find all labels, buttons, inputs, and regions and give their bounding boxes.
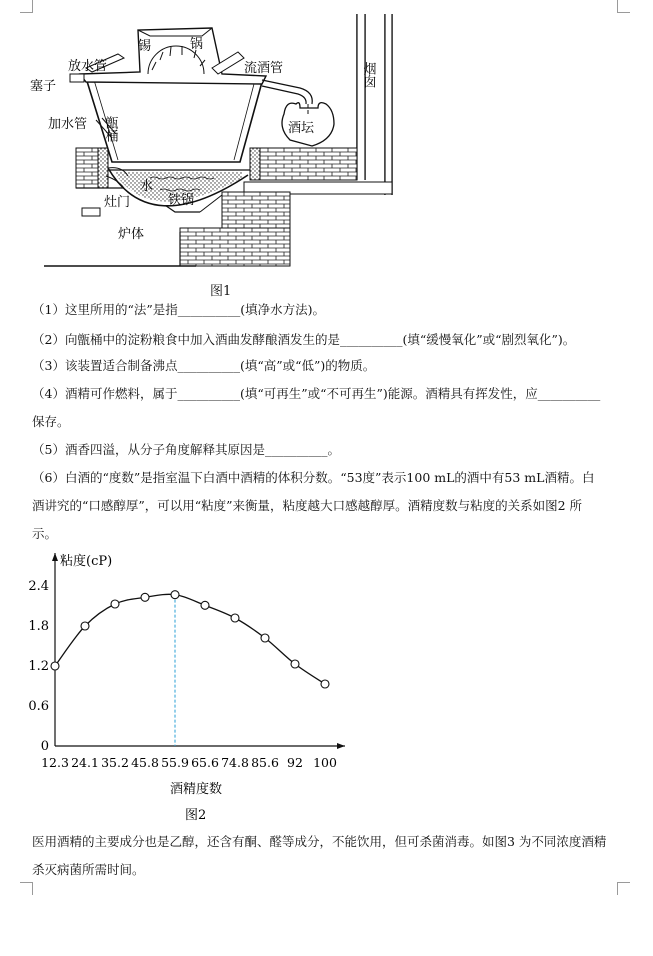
x-axis-arrow xyxy=(337,743,345,749)
y-axis-label: 粘度(cP) xyxy=(60,554,113,569)
data-point xyxy=(141,593,149,601)
x-tick-labels xyxy=(41,755,337,770)
data-line-group xyxy=(55,594,325,684)
data-point xyxy=(81,622,89,630)
distillation-apparatus-diagram xyxy=(0,0,653,275)
x-tick-label: 12.3 xyxy=(41,755,69,770)
viscosity-chart xyxy=(0,545,400,835)
y-axis-arrow xyxy=(52,553,58,561)
corner-mark-bottom-left xyxy=(20,882,33,895)
question-3: （3）该装置适合制备沸点__________(填“高”或“低”)的物质。 xyxy=(32,358,376,373)
footer-line1: 医用酒精的主要成分也是乙醇，还含有酮、醛等成分，不能饮用，但可杀菌消毒。如图3 为不同浓度酒精 xyxy=(32,834,607,849)
chimney xyxy=(357,14,392,195)
footer-line2: 杀灭病菌所需时间。 xyxy=(32,862,145,877)
data-point xyxy=(51,662,59,670)
label-guo: 锅 xyxy=(190,37,204,52)
label-fangshuiguan: 放水管 xyxy=(68,59,108,74)
question-4-line1: （4）酒精可作燃料，属于__________(填“可再生”或“不可再生”)能源。酒精具有挥发性，应__________ xyxy=(32,386,601,401)
label-zengtong: 甑桶 xyxy=(102,116,118,142)
data-point xyxy=(321,680,329,688)
label-yancong: 烟囱 xyxy=(360,62,376,88)
label-jiashuiguan: 加水管 xyxy=(48,117,88,132)
y-tick-label: 2.4 xyxy=(28,579,49,594)
label-shui: 水 xyxy=(140,179,154,194)
label-tieguo: 铁锅 xyxy=(168,193,195,208)
question-5: （5）酒香四溢，从分子角度解释其原因是__________。 xyxy=(32,442,340,457)
question-2: （2）向甑桶中的淀粉粮食中加入酒曲发酵酿酒发生的是__________(填“缓慢氧化”或“剧烈氧化”)。 xyxy=(32,332,576,347)
data-point xyxy=(111,600,119,608)
question-6-line2: 酒讲究的“口感醇厚”，可以用“粘度”来衡量，粘度越大口感越醇厚。酒精度数与粘度的关系如图2 所 xyxy=(32,498,582,513)
x-axis-label: 酒精度数 xyxy=(170,782,223,797)
x-tick-label: 45.8 xyxy=(131,755,159,770)
brick-furnace xyxy=(44,148,392,266)
data-points-group xyxy=(51,591,329,688)
y-tick-label: 0 xyxy=(40,739,49,754)
x-tick-label: 85.6 xyxy=(251,755,279,770)
question-6-line3: 示。 xyxy=(32,526,58,541)
x-tick-label: 74.8 xyxy=(221,755,249,770)
y-tick-label: 1.2 xyxy=(28,659,49,674)
figure1-caption: 图1 xyxy=(210,284,232,299)
x-tick-label: 100 xyxy=(313,755,337,770)
y-tick-label: 1.8 xyxy=(28,619,49,634)
label-jiutan: 酒坛 xyxy=(288,121,315,136)
y-tick-label: 0.6 xyxy=(28,699,49,714)
x-tick-label: 24.1 xyxy=(71,755,99,770)
x-tick-label: 92 xyxy=(287,755,303,770)
question-1: （1）这里所用的“法”是指__________(填净水方法)。 xyxy=(32,302,325,317)
corner-mark-bottom-right xyxy=(617,882,630,895)
viscosity-series-line xyxy=(55,594,325,684)
data-point xyxy=(201,601,209,609)
figure2-caption: 图2 xyxy=(185,808,207,823)
label-luti: 炉体 xyxy=(118,227,145,242)
chart-axes xyxy=(52,553,345,749)
x-tick-label: 65.6 xyxy=(191,755,219,770)
x-tick-label: 35.2 xyxy=(101,755,129,770)
label-zaomen: 灶门 xyxy=(104,195,131,210)
data-point xyxy=(291,660,299,668)
y-tick-labels xyxy=(28,579,49,754)
x-tick-label: 55.9 xyxy=(161,755,189,770)
question-4-line2: 保存。 xyxy=(32,414,70,429)
label-saizi: 塞子 xyxy=(30,79,57,94)
label-xi: 锡 xyxy=(138,39,152,54)
data-point xyxy=(261,634,269,642)
data-point xyxy=(171,591,179,599)
label-liujiuguan: 流酒管 xyxy=(244,61,284,76)
question-6-line1: （6）白酒的“度数”是指室温下白酒中酒精的体积分数。“53度”表示100 mL的酒中有53 mL酒精。白 xyxy=(32,470,595,485)
data-point xyxy=(231,614,239,622)
